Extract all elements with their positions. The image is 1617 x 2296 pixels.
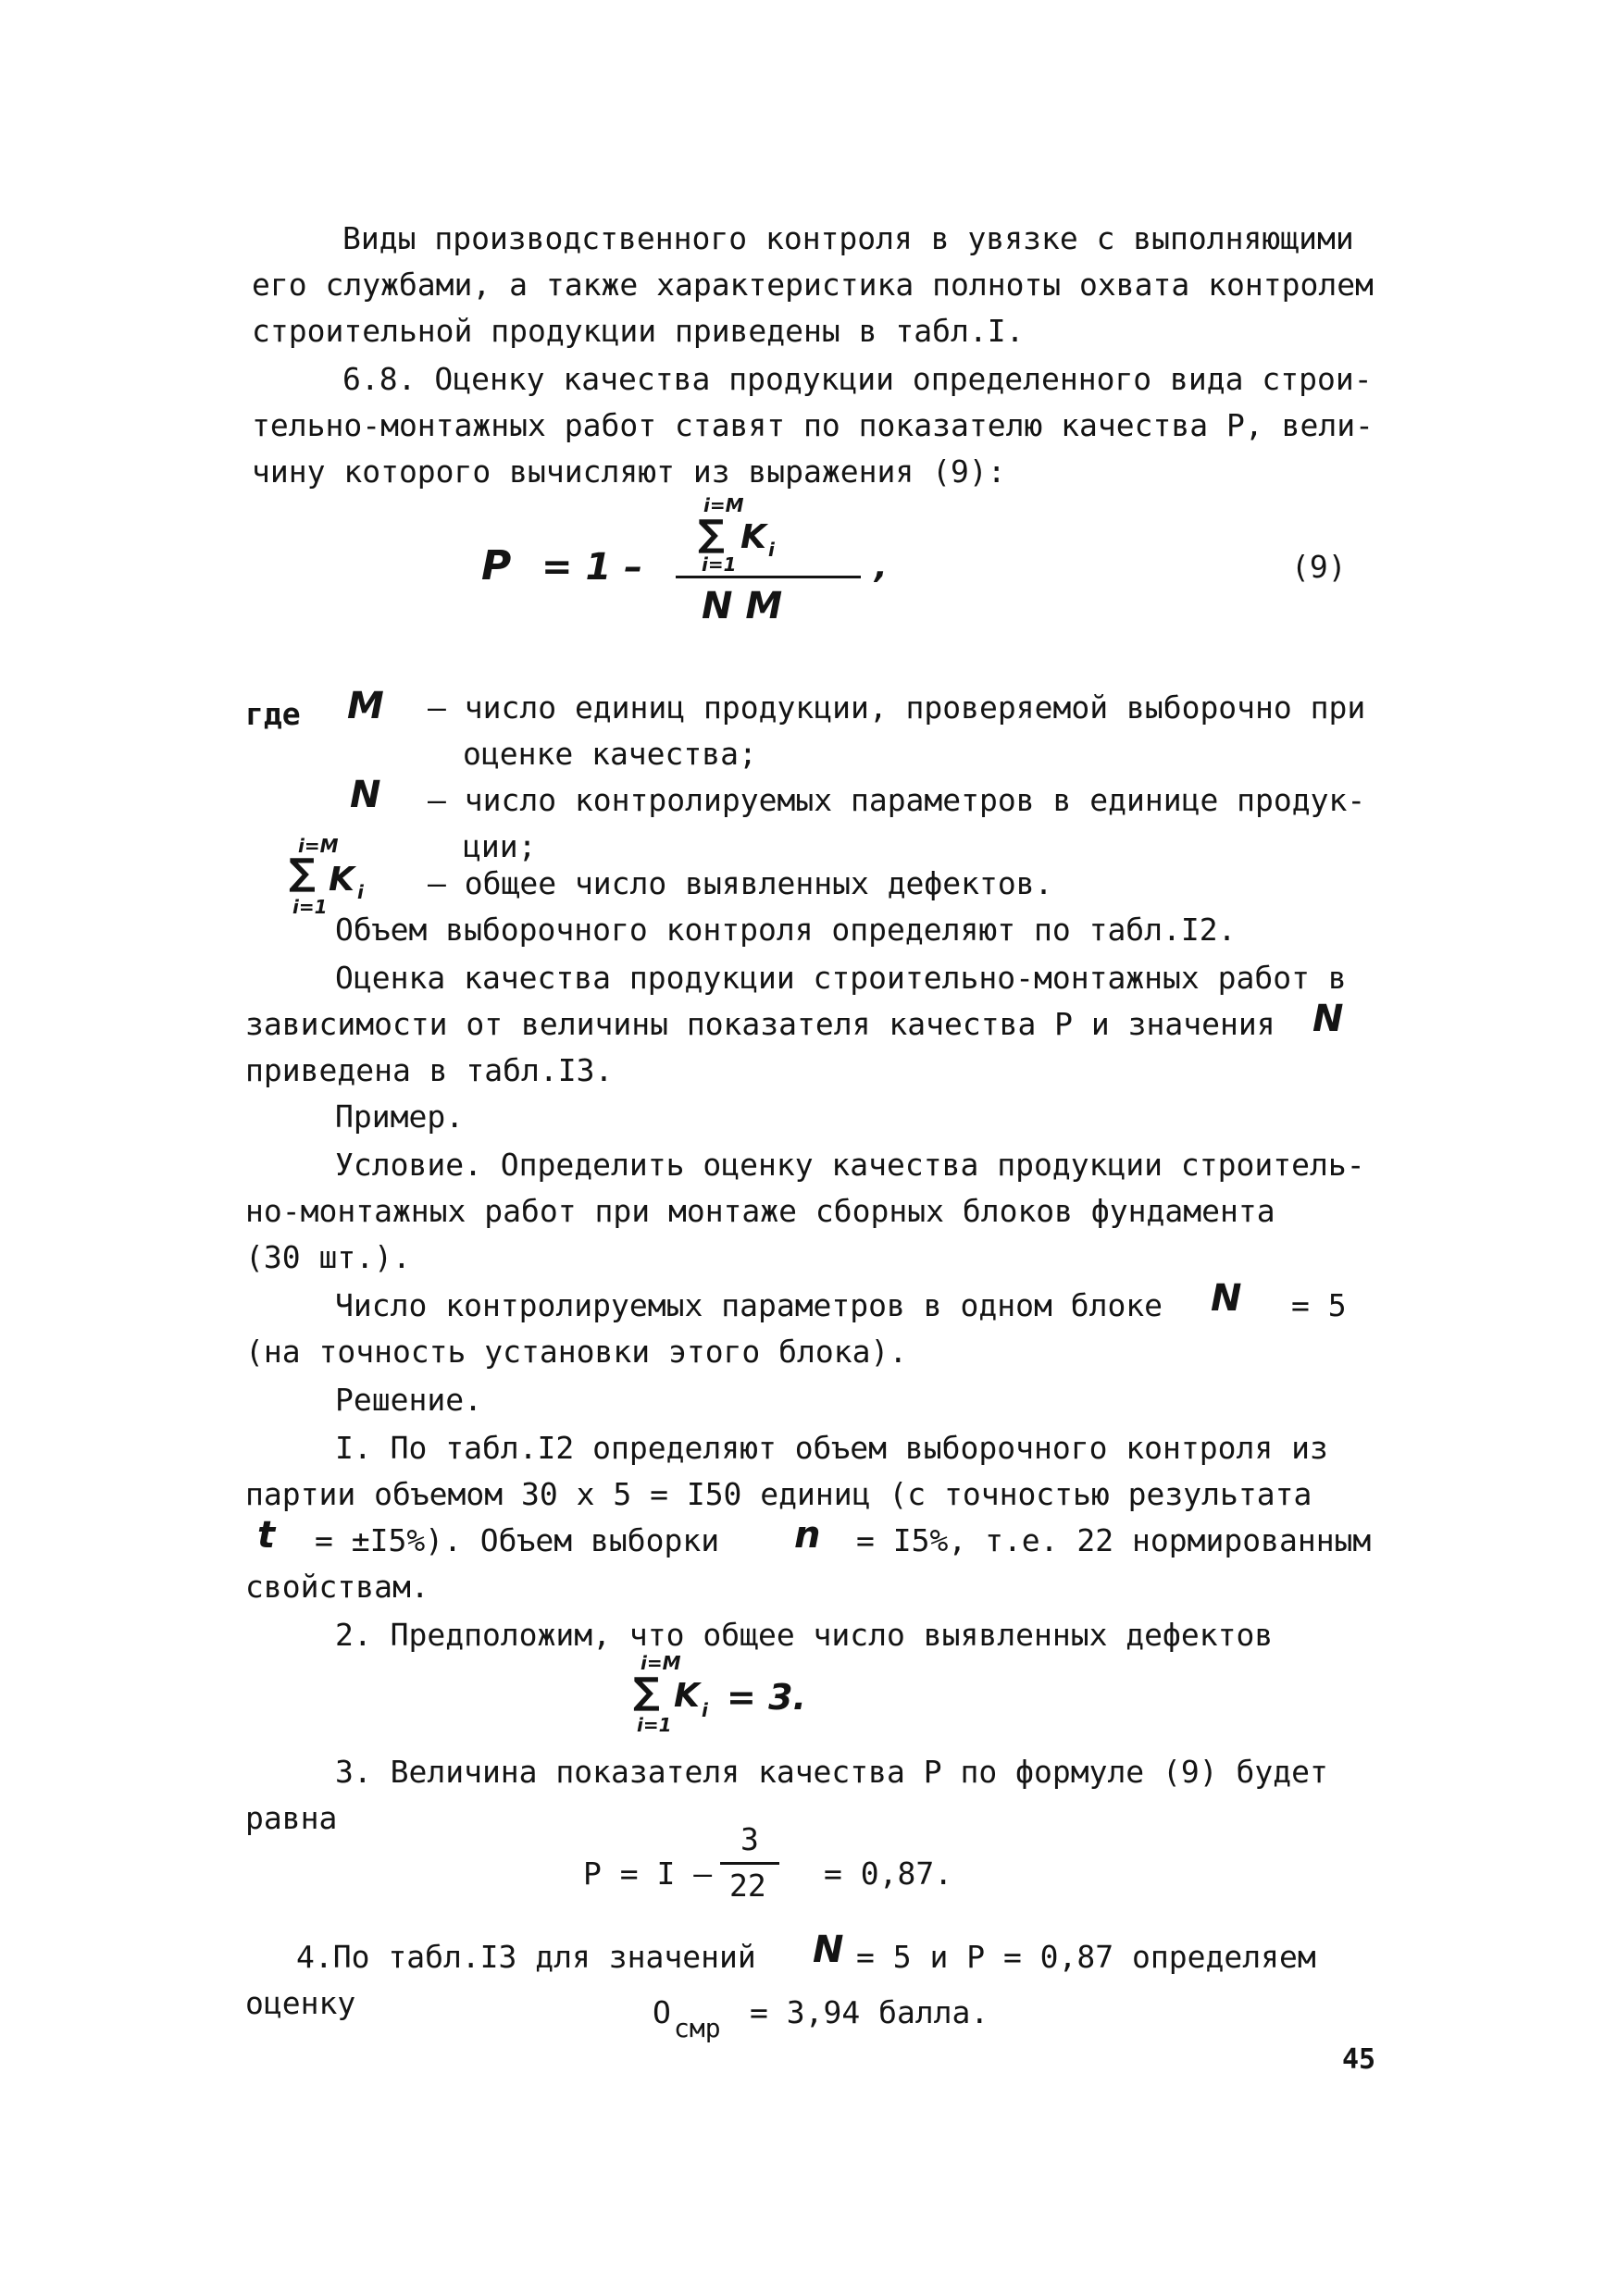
formula-9-denominator: N M <box>702 585 783 627</box>
step1-n-symbol: n <box>794 1514 821 1557</box>
step3-lhs: Р = I – <box>583 1855 713 1892</box>
step3-result: = 0,87. <box>824 1855 953 1892</box>
step4-line-1b: = 5 и Р = 0,87 определяем <box>856 1939 1316 1975</box>
step2-sum-var: K <box>674 1677 700 1715</box>
formula-9-tail: , <box>875 548 888 586</box>
assessment-line-2: зависимости от величины показателя качества Р и значения <box>245 1006 1275 1042</box>
where-M-desc-1: – число единиц продукции, проверяемой выборочно при <box>428 689 1366 726</box>
step1-line-4: свойствам. <box>245 1569 429 1605</box>
step3-fraction-bar <box>720 1862 779 1865</box>
volume-line: Объем выборочного контроля определяют по табл.I2. <box>335 912 1237 948</box>
section-6-8-line-2: тельно-монтажных работ ставят по показателю качества Р, вели- <box>252 407 1374 443</box>
where-M-desc-2: оценке качества; <box>463 736 757 772</box>
step1-line-3a: = ±I5%). Объем выборки <box>315 1522 720 1558</box>
step2-sum-symbol: ∑ <box>633 1670 660 1713</box>
intro-line-2: его службами, а также характеристика полноты охвата контролем <box>252 267 1374 303</box>
formula-9-lhs: P <box>481 542 512 590</box>
assessment-line-1: Оценка качества продукции строительно-монтажных работ в <box>335 960 1347 996</box>
step4-N-symbol: N <box>813 1929 844 1971</box>
formula-9-upper-limit: i=M <box>703 494 744 516</box>
where-N-symbol: N <box>350 774 381 816</box>
where-sum-lower: i=1 <box>292 896 328 918</box>
assessment-N-symbol: N <box>1312 998 1344 1040</box>
step4-value: = 3,94 балла. <box>750 1994 989 2030</box>
condition-line-1: Условие. Определить оценку качества продукции строитель- <box>335 1147 1365 1183</box>
step3-numerator: 3 <box>740 1821 759 1857</box>
where-M-symbol: M <box>347 685 384 727</box>
step2-sum-sub: i <box>702 1699 708 1721</box>
params-line-1: Число контролируемых параметров в одном блоке <box>335 1287 1163 1323</box>
step4-line-2: оценку <box>245 1985 356 2021</box>
where-N-desc-1: – число контролируемых параметров в единице продук- <box>428 782 1366 818</box>
step3-denominator: 22 <box>729 1868 766 1904</box>
section-6-8-line-1: 6.8. Оценку качества продукции определенного вида строи- <box>342 361 1373 397</box>
step3-line-1: 3. Величина показателя качества Р по формуле (9) будет <box>335 1754 1328 1790</box>
step2-sum-lower: i=1 <box>637 1714 672 1736</box>
assessment-line-3: приведена в табл.I3. <box>245 1052 614 1088</box>
step1-line-1: I. По табл.I2 определяют объем выборочного контроля из <box>335 1430 1328 1466</box>
intro-line-3: строительной продукции приведены в табл.I. <box>252 313 1025 349</box>
step2-line-1: 2. Предположим, что общее число выявленных дефектов <box>335 1617 1274 1653</box>
formula-9-sum-sub: i <box>768 539 775 561</box>
where-sum-sub: i <box>357 881 364 903</box>
section-6-8-line-3: чину которого вычисляют из выражения (9): <box>252 453 1006 490</box>
step4-O-symbol: О <box>653 1994 671 2030</box>
condition-line-3: (30 шт.). <box>245 1239 411 1275</box>
step1-t-symbol: t <box>257 1514 276 1557</box>
formula-9-lower-limit: i=1 <box>702 553 737 576</box>
step1-line-3b: = I5%, т.е. 22 нормированным <box>856 1522 1372 1558</box>
formula-9-eq: = 1 – <box>541 546 643 589</box>
where-word: где <box>245 696 301 732</box>
page-number: 45 <box>1342 2043 1376 2076</box>
example-label: Пример. <box>335 1098 465 1135</box>
params-value: = 5 <box>1291 1287 1347 1323</box>
formula-9-number: (9) <box>1291 549 1347 585</box>
formula-9-sum-symbol: ∑ <box>698 513 725 555</box>
where-sum-var: K <box>329 861 354 899</box>
where-sum-desc: – общее число выявленных дефектов. <box>428 865 1053 901</box>
intro-line-1: Виды производственного контроля в увязке с выполняющими <box>342 220 1354 256</box>
where-N-desc-2: ции; <box>463 828 537 864</box>
solution-label: Решение. <box>335 1382 482 1418</box>
condition-line-2: но-монтажных работ при монтаже сборных блоков фундамента <box>245 1193 1275 1229</box>
params-N-symbol: N <box>1211 1277 1242 1320</box>
formula-9-fraction-bar <box>676 576 861 578</box>
where-sum-symbol: ∑ <box>289 851 316 894</box>
step2-sum-upper: i=M <box>641 1652 681 1674</box>
step2-value: = 3. <box>727 1677 806 1718</box>
step3-line-2: равна <box>245 1800 338 1836</box>
params-line-2: (на точность установки этого блока). <box>245 1334 908 1370</box>
step4-line-1a: 4.По табл.I3 для значений <box>296 1939 756 1975</box>
step1-line-2: партии объемом 30 х 5 = I50 единиц (с точностью результата <box>245 1476 1312 1512</box>
formula-9-sum-var: K <box>740 518 766 556</box>
step4-O-subscript: смр <box>674 2013 721 2043</box>
where-sum-upper: i=M <box>298 835 339 857</box>
